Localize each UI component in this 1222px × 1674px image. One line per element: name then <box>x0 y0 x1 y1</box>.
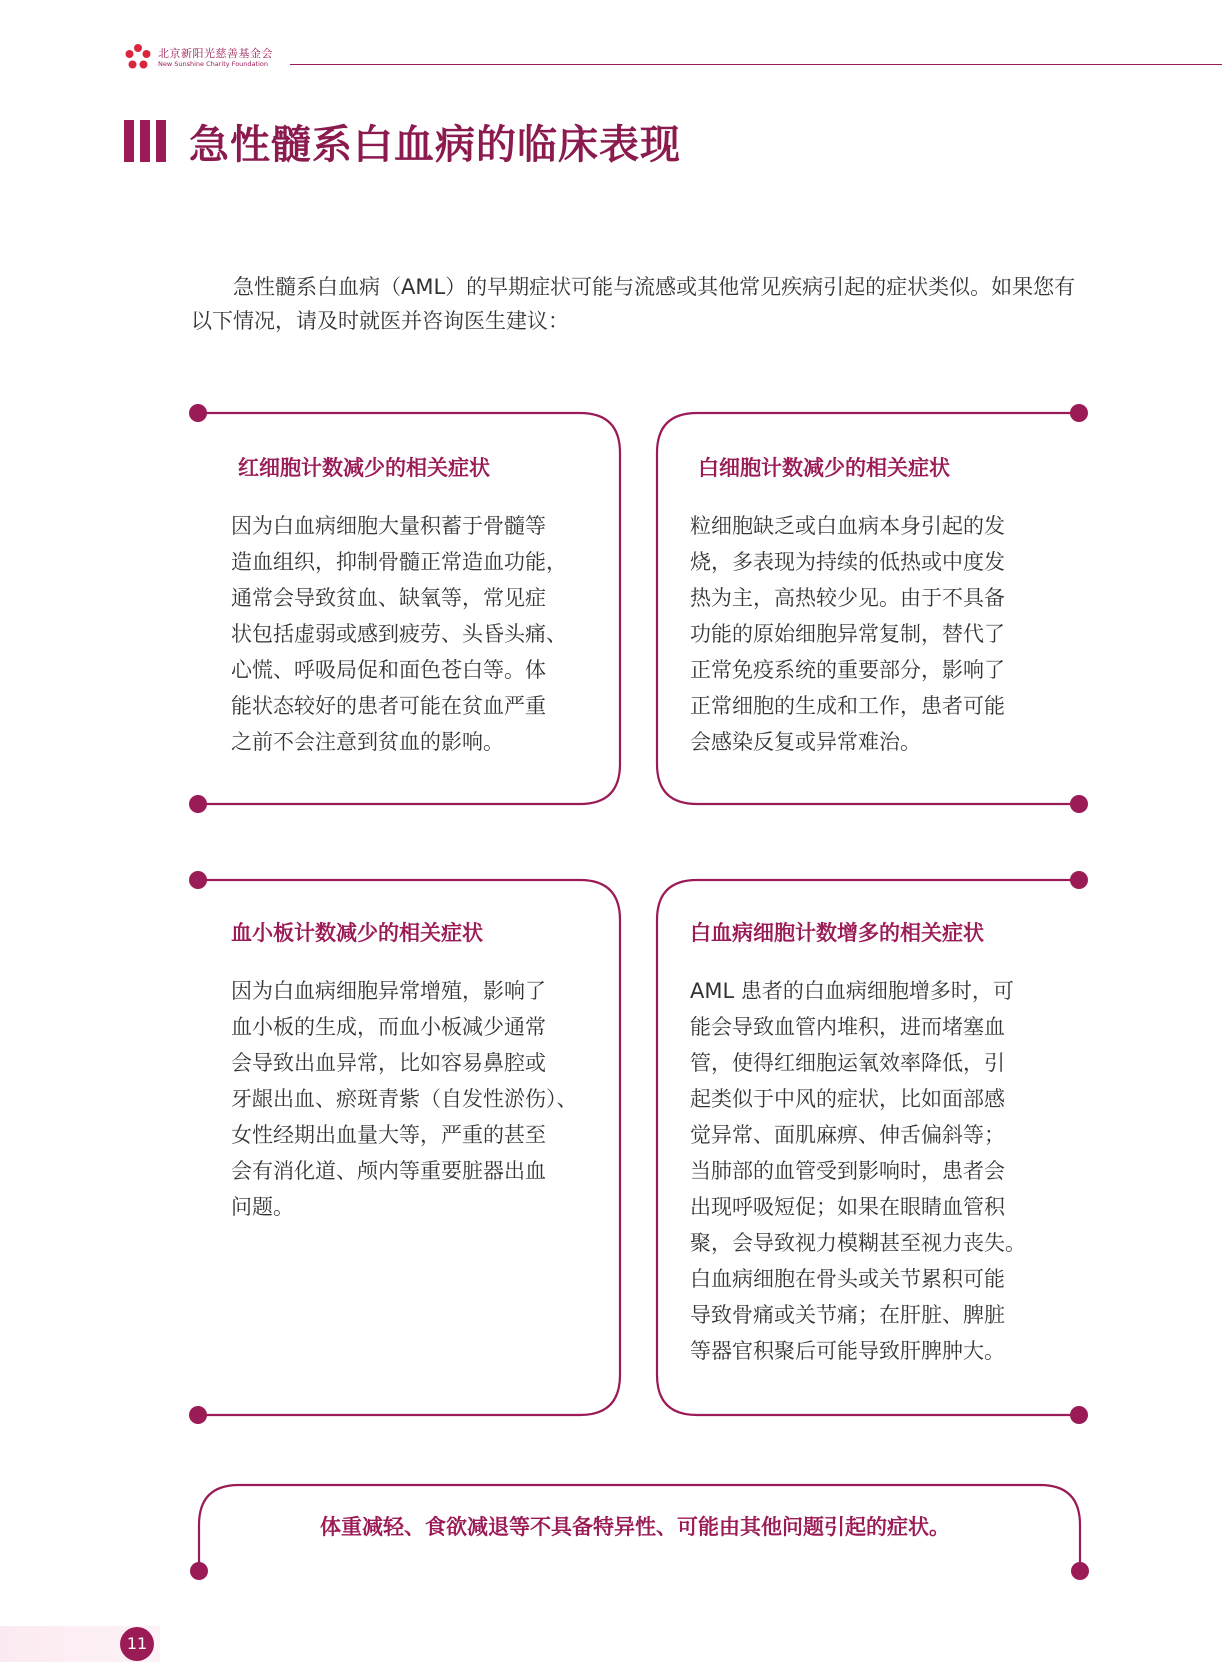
card-line: 觉异常、面肌麻痹、伸舌偏斜等； <box>690 1123 1005 1147</box>
card-line: 白血病细胞在骨头或关节累积可能 <box>690 1267 1005 1291</box>
title-bars-icon <box>124 120 174 162</box>
card-leukemia-cell-body <box>690 973 1060 1369</box>
card-line: 血小板的生成，而血小板减少通常 <box>231 1015 546 1039</box>
card-line: 会有消化道、颅内等重要脏器出血 <box>231 1159 546 1183</box>
card-line: 起类似于中风的症状，比如面部感 <box>690 1087 1005 1111</box>
intro-paragraph: 急性髓系白血病（AML）的早期症状可能与流感或其他常见疾病引起的症状类似。如果您有以下情况，请及时就医并咨询医生建议： <box>191 275 1076 333</box>
card-white-cell-title: 白细胞计数减少的相关症状 <box>698 456 950 480</box>
card-line: 问题。 <box>231 1195 294 1219</box>
dot <box>1071 1562 1089 1580</box>
card-red-cell-title: 红细胞计数减少的相关症状 <box>238 456 490 480</box>
card-line: 等器官积聚后可能导致肝脾肿大。 <box>690 1339 1005 1363</box>
page-title: 急性髓系白血病的临床表现 <box>189 122 681 168</box>
card-line: 女性经期出血量大等，严重的甚至 <box>231 1123 546 1147</box>
dot <box>1070 795 1088 813</box>
card-red-cell-body <box>231 508 601 760</box>
card-line: 管，使得红细胞运氧效率降低，引 <box>690 1051 1005 1075</box>
dot <box>189 1406 207 1424</box>
card-line: 出现呼吸短促；如果在眼睛血管积 <box>690 1195 1005 1219</box>
dot <box>189 795 207 813</box>
card-line: 粒细胞缺乏或白血病本身引起的发 <box>690 514 1005 538</box>
dot <box>1070 871 1088 889</box>
card-line: 会导致出血异常，比如容易鼻腔或 <box>231 1051 546 1075</box>
card-line: 正常细胞的生成和工作，患者可能 <box>690 694 1005 718</box>
card-line: 正常免疫系统的重要部分，影响了 <box>690 658 1005 682</box>
org-name-en: New Sunshine Charity Foundation <box>158 60 268 68</box>
card-line: 牙龈出血、瘀斑青紫（自发性淤伤）、 <box>231 1087 578 1111</box>
card-line: 导致骨痛或关节痛；在肝脏、脾脏 <box>690 1303 1005 1327</box>
card-line: 因为白血病细胞大量积蓄于骨髓等 <box>231 514 546 538</box>
card-line: 心慌、呼吸局促和面色苍白等。体 <box>231 658 546 682</box>
card-line: 聚，会导致视力模糊甚至视力丧失。 <box>690 1231 1026 1255</box>
card-leukemia-cell-title: 白血病细胞计数增多的相关症状 <box>690 921 984 945</box>
card-line: 通常会导致贫血、缺氧等，常见症 <box>231 586 546 610</box>
org-name-cn: 北京新阳光慈善基金会 <box>158 47 273 60</box>
card-platelet-title: 血小板计数减少的相关症状 <box>231 921 483 945</box>
page-number: 11 <box>120 1627 154 1661</box>
card-line: 能状态较好的患者可能在贫血严重 <box>231 694 546 718</box>
card-line: 因为白血病细胞异常增殖，影响了 <box>231 979 546 1003</box>
card-line: 当肺部的血管受到影响时，患者会 <box>690 1159 1005 1183</box>
header-divider <box>290 64 1222 65</box>
dot <box>1070 1406 1088 1424</box>
dot <box>190 1562 208 1580</box>
dot <box>189 404 207 422</box>
card-line: 之前不会注意到贫血的影响。 <box>231 730 504 754</box>
dot <box>189 871 207 889</box>
card-line: 造血组织，抑制骨髓正常造血功能， <box>231 550 567 574</box>
card-line: 会感染反复或异常难治。 <box>690 730 921 754</box>
card-line: 状包括虚弱或感到疲劳、头昏头痛、 <box>231 622 567 646</box>
bottom-note: 体重减轻、食欲减退等不具备特异性、可能由其他问题引起的症状。 <box>320 1515 950 1539</box>
card-line: 能会导致血管内堆积，进而堵塞血 <box>690 1015 1005 1039</box>
card-line: AML 患者的白血病细胞增多时，可 <box>690 979 1014 1003</box>
card-line: 烧，多表现为持续的低热或中度发 <box>690 550 1005 574</box>
card-white-cell-body <box>690 508 1060 760</box>
dot <box>1070 404 1088 422</box>
flower-logo-icon <box>124 43 152 71</box>
card-platelet-body <box>231 973 601 1225</box>
card-line: 功能的原始细胞异常复制，替代了 <box>690 622 1005 646</box>
card-line: 热为主，高热较少见。由于不具备 <box>690 586 1005 610</box>
